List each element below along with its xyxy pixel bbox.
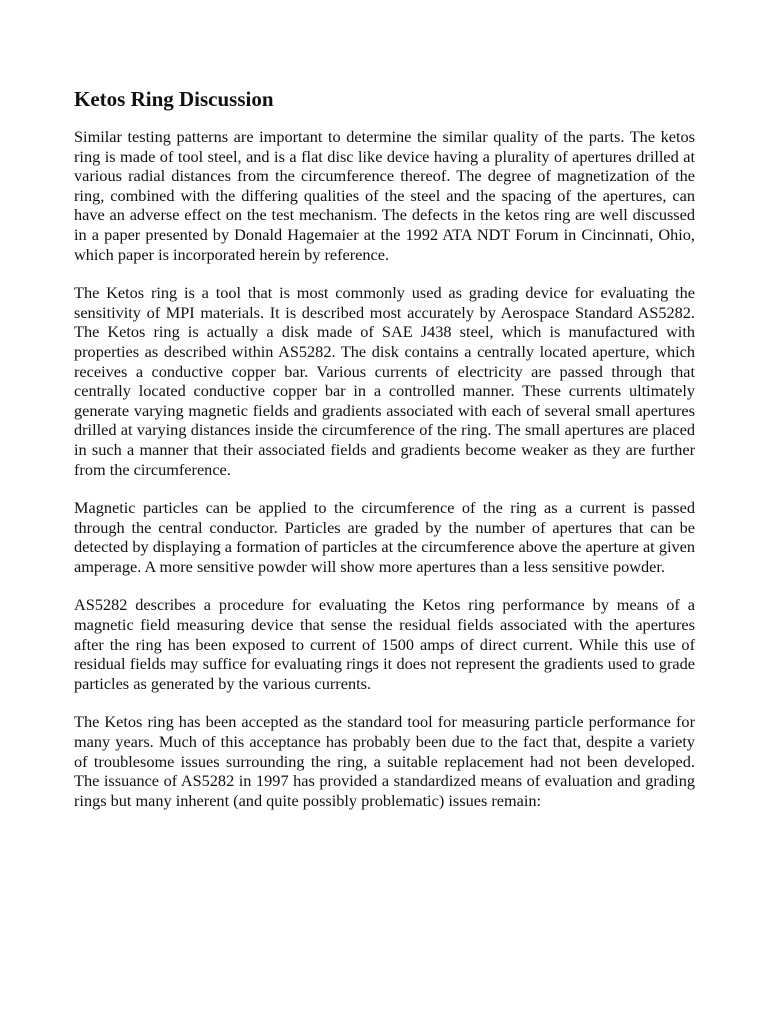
paragraph-acceptance-issues: The Ketos ring has been accepted as the standard tool for measuring particle performance for many years. Much of this acceptance has probably been due to the fact that, despite a variety of troublesome issues surrounding the ring, a suitable replacement had not been developed. The issuance of AS5282 in 1997 has provided a standardized means of evaluation and grading rings but many inherent (and quite possibly problematic) issues remain: [74, 712, 695, 810]
document-page [74, 84, 695, 829]
paragraph-magnetic-particles: Magnetic particles can be applied to the circumference of the ring as a current is passed through the central conductor. Particles are graded by the number of apertures that can be detected by displaying a formation of particles at the circumference above the aperture at given amperage. A more sensitive powder will show more apertures than a less sensitive powder. [74, 498, 695, 576]
paragraph-as5282-procedure: AS5282 describes a procedure for evaluating the Ketos ring performance by means of a magnetic field measuring device that sense the residual fields associated with the apertures after the ring has been exposed to current of 1500 amps of direct current. While this use of residual fields may suffice for evaluating rings it does not represent the gradients used to grade particles as generated by the various currents. [74, 595, 695, 693]
paragraph-ketos-ring-intro: Similar testing patterns are important to determine the similar quality of the parts. The ketos ring is made of tool steel, and is a flat disc like device having a plurality of apertures drilled at various radial distances from the circumference thereof. The degree of magnetization of the ring, combined with the differing qualities of the steel and the spacing of the apertures, can have an adverse effect on the test mechanism. The defects in the ketos ring are well discussed in a paper presented by Donald Hagemaier at the 1992 ATA NDT Forum in Cincinnati, Ohio, which paper is incorporated herein by reference. [74, 127, 695, 264]
paragraph-ketos-ring-description: The Ketos ring is a tool that is most commonly used as grading device for evaluating the sensitivity of MPI materials. It is described most accurately by Aerospace Standard AS5282. The Ketos ring is actually a disk made of SAE J438 steel, which is manufactured with properties as described within AS5282. The disk contains a centrally located aperture, which receives a conductive copper bar. Various currents of electricity are passed through that centrally located conductive copper bar in a controlled manner. These currents ultimately generate varying magnetic fields and gradients associated with each of several small apertures drilled at varying distances inside the circumference of the ring. The small apertures are placed in such a manner that their associated fields and gradients become weaker as they are further from the circumference. [74, 283, 695, 479]
document-title: Ketos Ring Discussion [74, 87, 274, 111]
